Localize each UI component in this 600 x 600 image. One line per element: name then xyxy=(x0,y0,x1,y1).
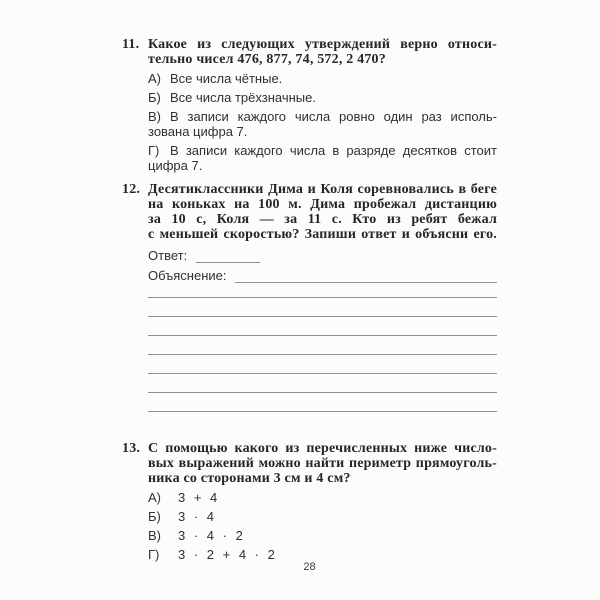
option-11-v-marker: В) xyxy=(148,109,161,124)
question-12-number: 12. xyxy=(122,182,141,197)
question-12 xyxy=(122,182,497,412)
question-13-text-line-1: С помощью какого из перечисленных ниже число- xyxy=(148,441,497,456)
option-11-b-text: Все числа трёхзначные. xyxy=(170,90,316,105)
option-11-b xyxy=(148,90,497,105)
option-11-v-line-2: зована цифра 7. xyxy=(148,124,248,139)
answer-row xyxy=(148,249,497,263)
option-13-g-marker: Г) xyxy=(148,547,160,562)
question-11-options xyxy=(148,71,497,173)
question-11-text-line-1: Какое из следующих утверждений верно относи- xyxy=(148,37,497,52)
option-11-v-line-1 xyxy=(148,109,497,124)
option-13-v-text: 3 · 4 · 2 xyxy=(178,528,243,543)
option-11-b-marker: Б) xyxy=(148,90,161,105)
option-13-b-text: 3 · 4 xyxy=(178,509,215,524)
option-11-a-text: Все числа чётные. xyxy=(170,71,283,86)
option-13-g-text: 3 · 2 + 4 · 2 xyxy=(178,547,275,562)
question-13 xyxy=(122,441,497,562)
question-12-text-line-4: с меньшей скоростью? Запиши ответ и объясни его. xyxy=(148,227,497,242)
question-13-options xyxy=(148,490,497,562)
option-13-v xyxy=(148,528,497,543)
ruled-line xyxy=(148,283,497,298)
option-11-g-line-1 xyxy=(148,143,497,158)
option-13-a-text: 3 + 4 xyxy=(178,490,218,505)
option-11-g-line-2: цифра 7. xyxy=(148,158,203,173)
option-13-b xyxy=(148,509,497,524)
option-13-a xyxy=(148,490,497,505)
page-content xyxy=(122,37,497,562)
explanation-ruled-lines xyxy=(148,283,497,412)
ruled-line xyxy=(148,374,497,393)
question-12-body xyxy=(148,182,497,412)
question-13-number: 13. xyxy=(122,441,141,456)
question-13-text-line-3: ника со сторонами 3 см и 4 см? xyxy=(148,471,351,486)
question-11 xyxy=(122,37,497,173)
ruled-line xyxy=(148,317,497,336)
ruled-line xyxy=(148,336,497,355)
ruled-line xyxy=(148,393,497,412)
ruled-line xyxy=(148,298,497,317)
question-11-body xyxy=(148,37,497,173)
answer-blank-line xyxy=(196,250,260,263)
option-13-g xyxy=(148,547,497,562)
option-11-a-marker: А) xyxy=(148,71,161,86)
answer-label: Ответ: xyxy=(148,248,188,263)
option-11-v xyxy=(148,109,497,139)
option-11-g-text: В записи каждого числа в разряде десятков стоит xyxy=(170,143,497,158)
question-12-text-line-3: за 10 с, Коля — за 11 с. Кто из ребят бежал xyxy=(148,212,497,227)
question-12-text-line-1: Десятиклассники Дима и Коля соревновались в беге xyxy=(148,182,497,197)
explanation-label: Объяснение: xyxy=(148,268,227,283)
page-number: 28 xyxy=(303,561,316,573)
option-13-v-marker: В) xyxy=(148,528,161,543)
question-11-text-line-2: тельно чисел 476, 877, 74, 572, 2 470? xyxy=(148,52,386,67)
question-13-body xyxy=(148,441,497,562)
question-12-text-line-2: на коньках на 100 м. Дима пробежал дистанцию xyxy=(148,197,497,212)
option-11-v-text: В записи каждого числа ровно один раз исполь- xyxy=(170,109,497,124)
question-13-text-line-2: вых выражений можно найти периметр прямоуголь- xyxy=(148,456,497,471)
question-11-number: 11. xyxy=(122,37,140,52)
ruled-line xyxy=(148,355,497,374)
option-11-a xyxy=(148,71,497,86)
option-11-g-marker: Г) xyxy=(148,143,160,158)
explanation-row xyxy=(148,269,497,283)
option-13-b-marker: Б) xyxy=(148,509,161,524)
explanation-blank-line xyxy=(235,270,497,283)
option-13-a-marker: А) xyxy=(148,490,161,505)
option-11-g xyxy=(148,143,497,173)
